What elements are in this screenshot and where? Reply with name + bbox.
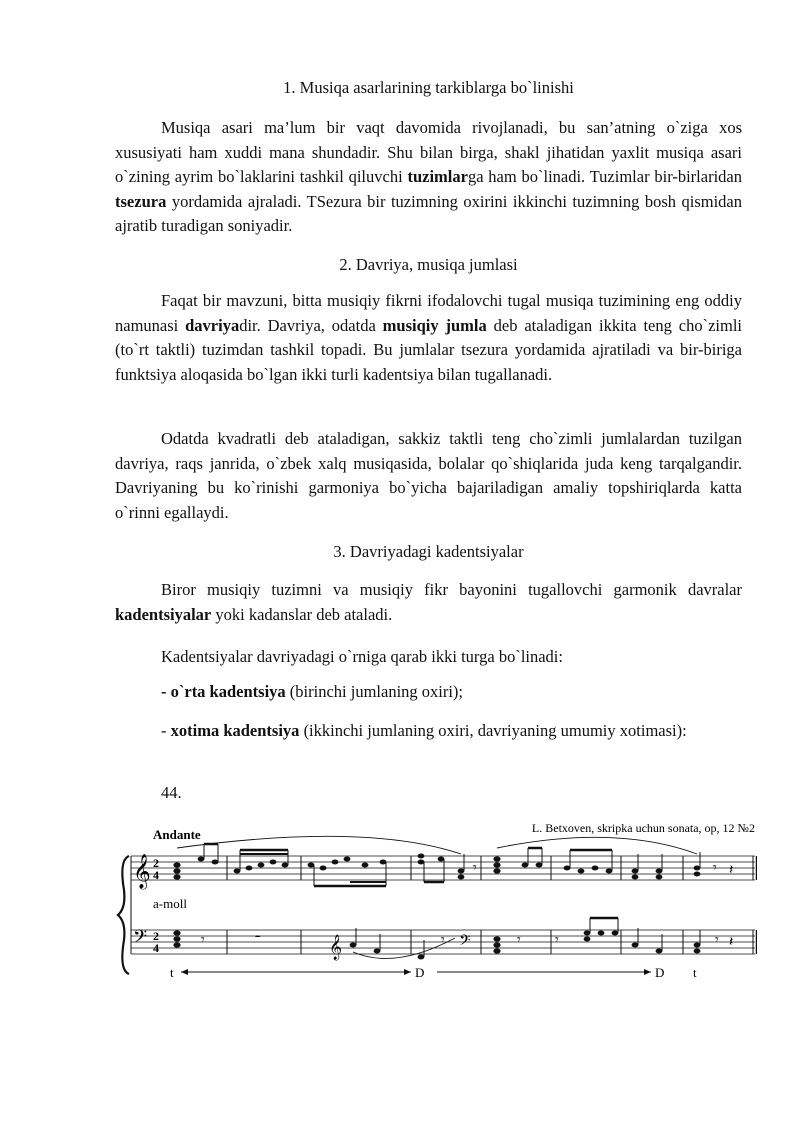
function-arrowhead-2 [644, 969, 651, 975]
text-run: (ikkinchi jumlaning oxiri, davriyaning umumiy xotimasi): [299, 721, 687, 740]
svg-text:𝄾: 𝄾 [473, 861, 477, 876]
bold-term: kadentsiyalar [115, 604, 212, 624]
key-label: a-moll [153, 896, 187, 911]
text-run: ga ham bo`linadi. Tuzimlar bir-birlaridan [467, 167, 742, 187]
svg-text:4: 4 [153, 868, 159, 882]
bold-term: musiqiy jumla [382, 315, 487, 335]
function-label-dominant-1: D [415, 965, 425, 980]
text-run: Musiqa asari ma’lum bir vaqt davomida rivojlanadi, bu san’atning o`ziga xos xususiyati ham xuddi mana shundadir. Shu bilan birga, shakl jihatidan yaxlit musiqa asari o`zining ayrim bo`laklarini tashkil qiluvchi [115, 118, 742, 187]
text-run: - [161, 721, 171, 740]
treble-clef-icon: 𝄞 [133, 855, 151, 888]
paragraph-tuzimlar [115, 116, 742, 239]
text-run: Faqat bir mavzuni, bitta musiqiy fikrni ifodalovchi tugal musiqa tuzimining eng oddiy namunasi [115, 291, 742, 335]
section-heading-1: 1. Musiqa asarlarining tarkiblarga bo`linishi [283, 78, 574, 97]
bass-stems [356, 918, 700, 957]
paragraph-davriya [115, 289, 742, 387]
phrase-slur-1 [177, 836, 461, 854]
intro-line: Kadentsiyalar davriyadagi o`rniga qarab ikki turga bo`linadi: [161, 647, 563, 666]
system-brace [118, 856, 129, 974]
bass-clef-icon: 𝄢 [133, 926, 148, 951]
barlines [227, 856, 757, 954]
svg-text:𝄾: 𝄾 [555, 933, 559, 948]
text-run: Biror musiqiy tuzimni va musiqiy fikr bayonini tugallovchi garmonik davralar [161, 580, 742, 599]
bold-term: - o`rta kadentsiya [161, 682, 286, 701]
svg-text:2: 2 [153, 929, 159, 943]
svg-text:𝄽: 𝄽 [729, 863, 734, 878]
clef-change-bass-icon: 𝄢 [459, 932, 471, 952]
bold-term: tsezura [115, 191, 167, 211]
text-run: Odatda kvadratli deb ataladigan, sakkiz taktli teng cho`zimli jumlalardan tuzilgan davriya, raqs janrida, o`zbek xalq musiqasida, bolalar qo`shiqlarida juda keng tarqalgandir. Davriyaning bu ko`rinishi garmoniya bo`yicha bajariladigan amaliy topshiriqlarda katta o`rinni egallaydi. [115, 429, 742, 522]
svg-text:𝄾: 𝄾 [441, 933, 445, 948]
text-run: yordamida ajraladi. TSezura bir tuzimning oxirini ikkinchi tuzimning bosh qismidan ajratib turadigan soniyadir. [115, 191, 742, 236]
clef-change-treble-icon: 𝄞 [329, 934, 343, 959]
phrase-slur-2 [497, 837, 697, 854]
svg-text:𝄾: 𝄾 [517, 933, 521, 948]
section-heading-3: 3. Davriyadagi kadentsiyalar [333, 542, 524, 561]
svg-text:4: 4 [153, 941, 159, 955]
svg-text:𝄾: 𝄾 [201, 933, 205, 948]
list-item-xotima [115, 719, 742, 744]
example-number: 44. [161, 783, 182, 802]
paragraph-kvadratli [115, 427, 742, 525]
paragraph-kadentsiyalar [115, 578, 742, 627]
bold-term: xotima kadentsiya [170, 721, 300, 740]
list-item-orta [161, 680, 463, 704]
music-score [115, 820, 757, 980]
text-run: dir. Davriya, odatda [239, 315, 383, 335]
svg-text:𝄼: 𝄼 [255, 931, 261, 946]
text-run: yoki kadanslar deb ataladi. [211, 604, 393, 624]
svg-text:2: 2 [153, 856, 159, 870]
function-label-tonic-start: t [170, 965, 174, 980]
bold-term: davriya [185, 315, 240, 335]
function-label-dominant-2: D [655, 965, 665, 980]
score-attribution: L. Betxoven, skripka uchun sonata, op, 12 №2 [531, 821, 755, 835]
svg-text:𝄾: 𝄾 [713, 861, 717, 876]
section-heading-2: 2. Davriya, musiqa jumlasi [339, 255, 518, 274]
bold-term: tuzimlar [407, 167, 468, 187]
tempo-marking: Andante [153, 827, 201, 842]
svg-text:𝄽: 𝄽 [729, 935, 734, 950]
text-run: (birinchi jumlaning oxiri); [285, 682, 464, 701]
function-label-tonic-end: t [693, 965, 697, 980]
text-run: deb ataladigan ikkita teng cho`zimli (to`rt taktli) tuzimdan tashkil topadi. Bu jumlalar tsezura yordamida ajratiladi va bir-biriga funktsiya aloqasida bo`lgan ikki turli kadentsiya bilan tugallanadi. [115, 315, 742, 384]
svg-text:𝄾: 𝄾 [715, 933, 719, 948]
